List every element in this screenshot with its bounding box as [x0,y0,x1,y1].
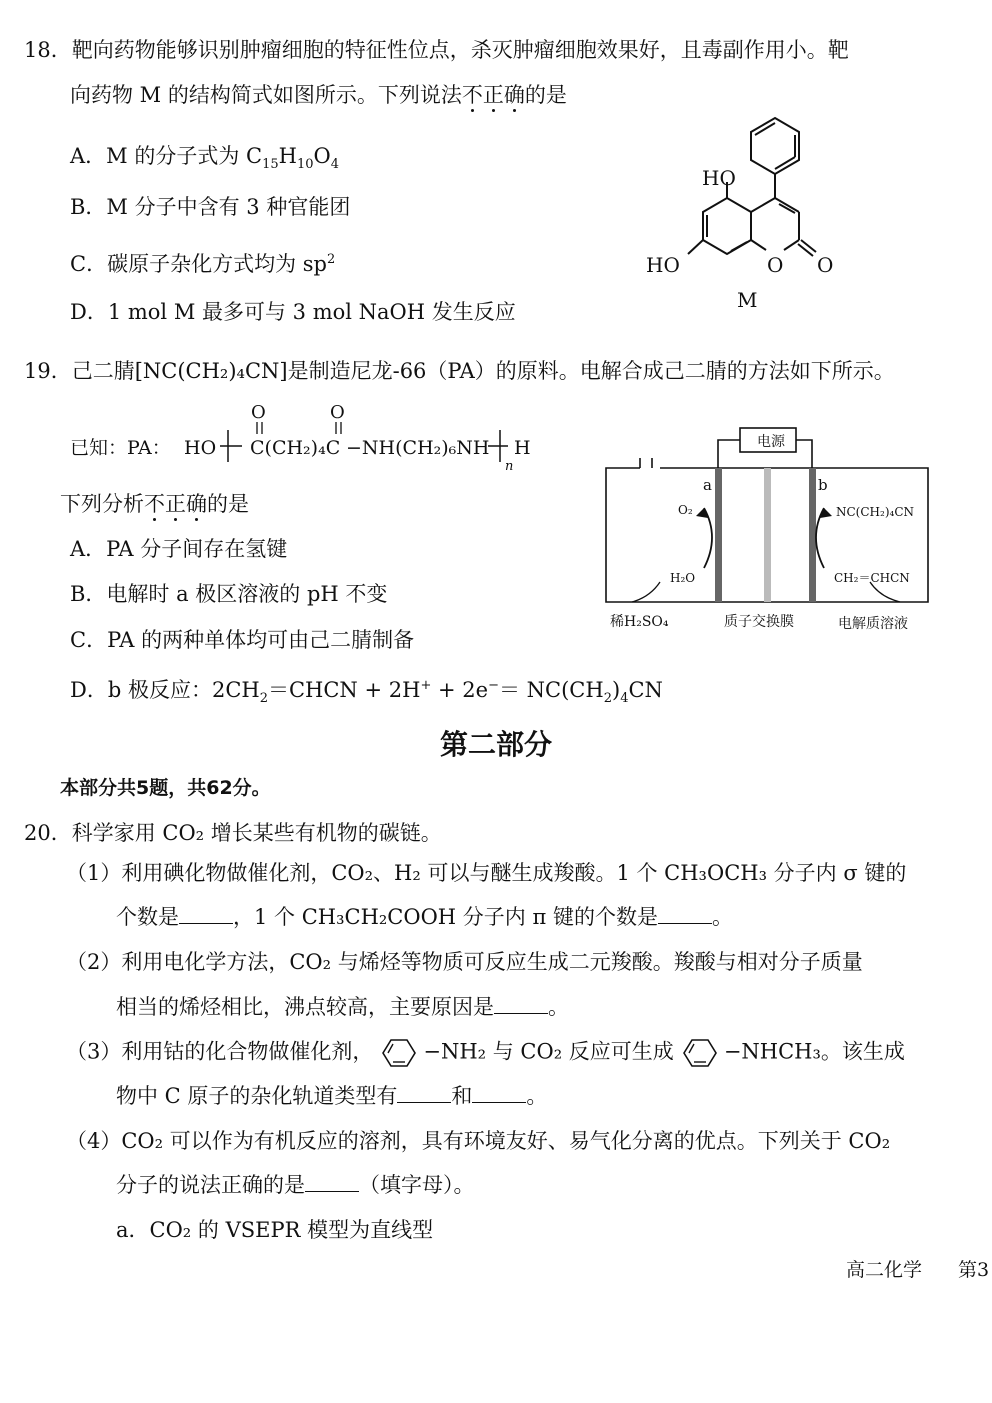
answer-blank [472,1082,526,1103]
answer-blank [305,1171,359,1192]
adiponitrile-product-label: NC(CH₂)₄CN [836,505,914,519]
hydroxyl-label-left: HO [646,253,680,277]
q18-option-b: B．M 分子中含有 3 种官能团 [70,195,351,219]
benzene-ring-icon [674,1037,724,1069]
q18-stem-line2: 向药物 M 的结构简式如图所示。下列说法不正确的是 [70,83,567,107]
electrolysis-cell-diagram [600,422,940,642]
q20-part3-line2: 物中 C 原子的杂化轨道类型有 和 。 [116,1084,548,1108]
q20-part4-line1: （4）CO₂ 可以作为有机反应的溶剂，具有环境友好、易气化分离的优点。下列关于 CO₂ [66,1129,891,1153]
q18-option-a: A．M 的分子式为 $C_{15}H_{10}O_4$ [70,144,340,173]
q20-part2-line1: （2）利用电化学方法，CO₂ 与烯烃等物质可反应生成二元羧酸。羧酸与相对分子质量 [66,950,863,974]
dilute-acid-label: 稀H₂SO₄ [610,614,669,630]
pa-polymer-formula [68,398,568,478]
membrane-label: 质子交换膜 [724,614,794,630]
q20-part3-line1: （3）利用钴的化合物做催化剂， −NH₂ 与 CO₂ 反应可生成 −NHCH₃。该生成 [66,1037,905,1069]
part-two-heading: 第二部分 [439,728,552,761]
pa-ho: HO [184,437,217,459]
q19-question: 下列分析不正确的是 [60,492,249,516]
power-source-label: 电源 [757,434,785,450]
part-two-note: 本部分共5题，共62分。 [60,777,271,799]
q19-option-d: D．b 极反应：$2CH_2=CHCN + 2H^+ + 2e^-= NC(CH_2)_4CN$ [70,678,663,707]
footer-page: 第3 [958,1259,990,1281]
pa-oxygen-1: O [251,402,266,423]
pa-acyl-part: C(CH₂)₄C [250,437,341,459]
answer-blank [494,993,548,1014]
oxygen-product-label: O₂ [678,503,693,517]
q19-option-c: C．PA 的两种单体均可由己二腈制备 [70,628,415,652]
carbonyl-oxygen-label: O [817,253,834,277]
hydroxyl-label-top: HO [702,166,736,190]
answer-blank [179,903,233,924]
q18-option-c: C．碳原子杂化方式均为 $sp^2$ [70,252,336,276]
answer-blank [658,903,712,924]
q18-stem-line1: 18．靶向药物能够识别肿瘤细胞的特征性位点，杀灭肿瘤细胞效果好，且毒副作用小。靶 [24,38,849,62]
q20-part1-line1: （1）利用碘化物做催化剂，CO₂、H₂ 可以与醚生成羧酸。1 个 CH₃OCH₃ 分子内 σ 键的 [66,861,907,885]
q19-option-a: A．PA 分子间存在氢键 [70,537,288,561]
q20-part2-line2: 相当的烯烃相比，沸点较高，主要原因是 。 [116,995,569,1019]
q19-option-b: B．电解时 a 极区溶液的 pH 不变 [70,582,388,606]
footer-subject: 高二化学 [846,1259,923,1281]
electrode-b-label: b [818,476,828,494]
q20-option-a: a．CO₂ 的 VSEPR 模型为直线型 [116,1218,434,1242]
q18-option-d: D．1 mol M 最多可与 3 mol NaOH 发生反应 [70,300,516,324]
answer-blank [397,1082,451,1103]
water-reactant-label: H₂O [670,571,696,585]
q20-stem: 20．科学家用 CO₂ 增长某些有机物的碳链。 [24,821,442,845]
pa-subscript-n: n [505,459,514,474]
electrolyte-label: 电解质溶液 [838,616,908,632]
pa-h: H [514,437,531,459]
benzene-ring-icon [373,1037,423,1069]
pa-amine-part: −NH(CH₂)₆NH [346,437,490,459]
molecule-m-structure [630,110,860,320]
pa-oxygen-2: O [330,402,345,423]
q20-part4-line2: 分子的说法正确的是 （填字母）。 [116,1173,475,1197]
molecule-label-m: M [737,288,758,312]
ring-oxygen-label: O [767,253,784,277]
q19-stem: 19．己二腈[NC(CH₂)₄CN]是制造尼龙-66（PA）的原料。电解合成己二腈的方法如下所示。 [24,359,895,383]
q20-part1-line2: 个数是 ，1 个 CH₃CH₂COOH 分子内 π 键的个数是 。 [116,905,733,929]
acrylonitrile-reactant-label: CH₂＝CHCN [834,571,910,585]
electrode-a-label: a [703,476,712,494]
known-label: 已知：PA： [70,437,171,459]
